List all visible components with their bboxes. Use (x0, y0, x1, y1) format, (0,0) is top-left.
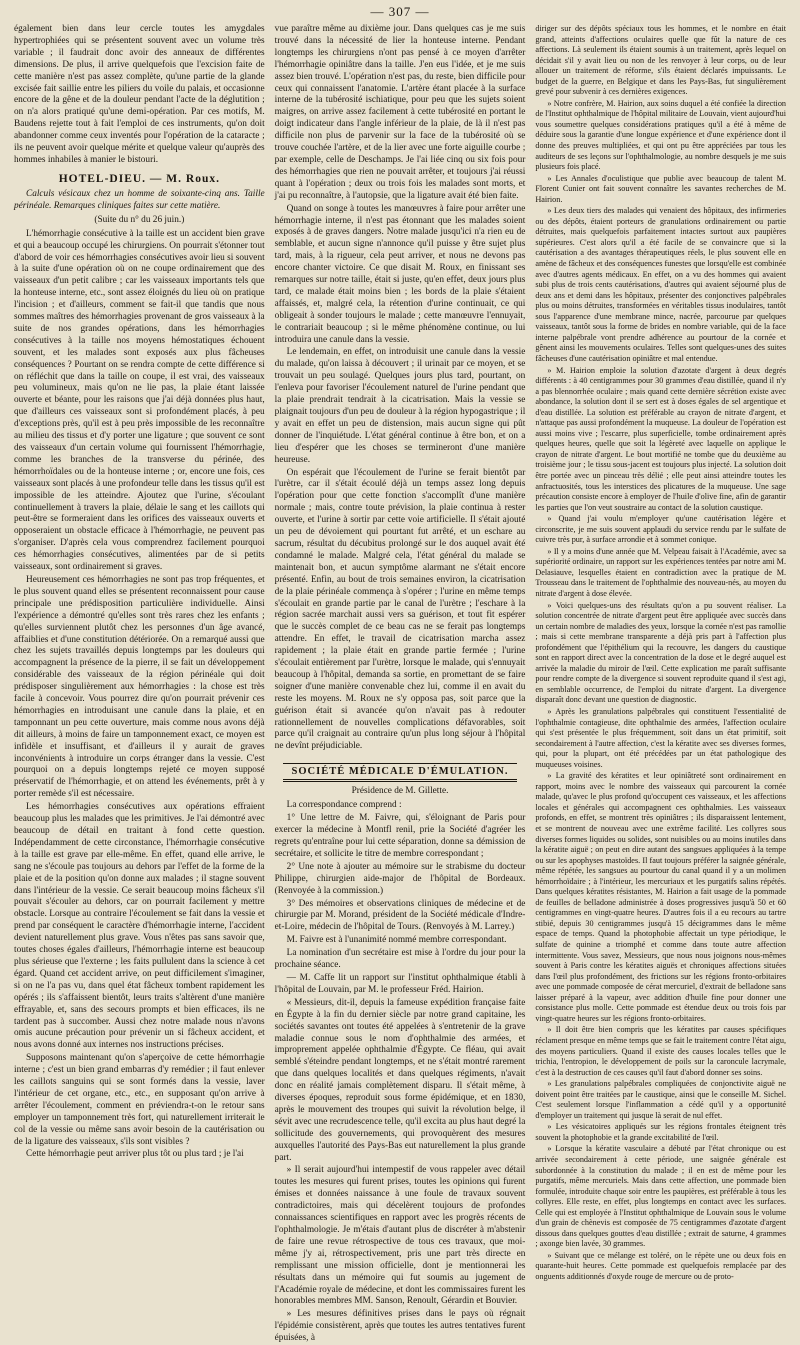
paragraph: 1° Une lettre de M. Faivre, qui, s'éloignant de Paris pour exercer la médecine à Montfl renil, prie la Société d'agréer les regrets qu'entraîne pour lui cette séparation, donne sa démission de secrétaire, et sollicite le titre de membre correspondant ; (274, 813, 526, 859)
paragraph: Quand on songe à toutes les manœuvres à faire pour arrêter une hémorrhagie interne, il n'est pas étonnant que les malades soient exposés à de graves dangers. Notre malade jusqu'ici n'a rien eu de semblable, et aucun signe n'annonce qu'il puisse y être sujet plus tard, mais, à la rigueur, cela peut arriver, et nous ne devons pas encore chanter victoire. Ce que disait M. Roux, en finissant ses remarques sur notre taille, était si juste, qu'en effet, deux jours plus tard, ce malade était moins bien ; les bords de la plaie s'étaient affaissés, et, malgré cela, la rétention d'urine continuait, ce qui obligeait à sonder toujours le malade ; cette manœuvre l'ennuyait, le contrariait beaucoup ; si le même phénomène continue, ou lui introduira une canule dans la vessie. (274, 203, 526, 345)
paragraph: » Après les granulations palpébrales qui constituent l'essentialité de l'ophthalmie contagieuse, dite ophthalmie des armées, l'affection oculaire qui s'est présentée le plus fréquemment, soit dans un état primitif, soit secondairement à l'autre affection, c'est la kératite avec ses diverses formes, qui, pour la plupart, ont été précédées par un état pathologique des muqueuses voisines. (535, 707, 787, 769)
column-left (14, 24, 265, 1166)
paragraph: L'hémorrhagie consécutive à la taille est un accident bien grave et qui a beaucoup occupé les chirurgiens. On pourrait s'étonner tout d'abord de voir ces hémorrhagies consécutives avoir lieu si souvent à la suite d'une opération où on ne coupe ordinairement que des vaisseaux d'un petit calibre ; car les vaisseaux importants tels que la honteuse interne, etc., sont assez éloignés du lieu où on pratique l'incision ; et d'ailleurs, comment se fait-il que tandis que nous sommes maîtres des hémorrhagies provenant de gros vaisseaux à la suite de nos grandes opérations, dans les hémorrhagies consécutives à la taille nos moyens hémostatiques échouent souvent, et les malades sont exposés aux plus fâcheuses conséquences ? Pourtant on se rendra compte de cette différence si on réfléchit que dans la taille on coupe, il est vrai, des vaisseaux peu volumineux, mais qu'on ne lie pas, la plaie étant laissée ouverte et béante, pour les raisons que j'ai déjà données plus haut, que d'ailleurs ces vaisseaux sont si profondément placés, à peu d'exceptions près, qu'il est à peu près impossible de les reconnaître au milieu des tissus et d'y porter une ligature ; que souvent ce sont des vaisseaux d'un certain volume qui fournissent l'hémorrhagie, comme les branches de la transverse du périnée, des hémorrhoïdales ou de la honteuse interne ; or, encore une fois, ces vaisseaux sont placés à une profondeur telle dans les tissus qu'il est impossible de les atteindre. Ajoutez que l'urine, s'écoulant continuellement à travers la plaie, délaie le sang et les caillots qui peut-être se formeraient dans les orifices des vaisseaux ouverts et opposeraient un obstacle efficace à l'hémorrhagie, ne peuvent pas s'organiser. D'après cela vous comprendrez facilement pourquoi ces hémorrhagies consécutives, alimentées par de si petits vaisseaux, sont ordinairement si graves. (14, 228, 265, 573)
paragraph: On espérait que l'écoulement de l'urine se ferait bientôt par l'urètre, car il s'était écoulé déjà un temps assez long depuis l'opération pour que cette fonction s'accomplît d'une manière normale ; mais, contre toute prévision, la plaie continua à rester ouverte, et l'urine à sortir par cette voie artificielle. Il s'était ajouté un peu de dévoiement qui pourtant fut arrêté, et un eschare au sacrum, résultat du décubitus prolongé sur le dos auquel avait été condamné le malade. Malgré cela, l'état général du malade se maintenait bon, et aucun symptôme alarmant ne s'était encore présenté. Enfin, au bout de trois semaines environ, la cicatrisation de la plaie périnéale commença à s'opérer ; l'urine en même temps s'écoulait en grande partie par le canal de l'urètre ; l'eschare à la région sacrée marchait aussi vers sa guérison, et tout fit espérer que le succès complet de ce beau cas ne se ferait pas longtemps attendre. En effet, le travail de cicatrisation marcha assez rapidement ; la plaie était en grande partie fermée ; l'urine s'écoulait entièrement par l'urètre, lorsque le malade, qui s'ennuyait beaucoup à l'hôpital, demanda sa sortie, en promettant de se faire soigner d'une manière convenable chez lui, comme il en avait du reste les moyens. M. Roux ne s'y opposa pas, soit parce que la guérison était si avancée qu'on n'avait pas à redouter rationnellement de nouvelles complications défavorables, soit parce qu'il craignait au contraire qu'un plus long séjour à l'hôpital ne devînt préjudiciable. (274, 467, 526, 752)
paragraph: 2° Une note à ajouter au mémoire sur le strabisme du docteur Philippe, chirurgien aide-major de l'hôpital de Bordeaux. (Renvoyée à la commission.) (274, 861, 526, 896)
paragraph: M. Faivre est à l'unanimité nommé membre correspondant. (286, 935, 507, 946)
paragraph: également bien dans leur cercle toutes les amygdales hypertrophiées qui se présentent souvent avec un volume très variable ; il faudrait donc avoir des anneaux de différentes dimensions. De plus, il arrive quelquefois que l'excision faite de cette manière n'est pas assez complète, qu'une partie de la glande excisée fait saillie entre les piliers du voile du palais, et occasionne encore de la gêne et de la douleur pendant l'acte de la déglutition ; on n'a alors pratiqué qu'une demi-opération. Par ces motifs, M. Baudens rejette tout à fait l'emploi de ces instruments, qu'on doit abandonner comme ceux inventés pour l'opération de la cataracte ; ils ne peuvent avoir quelque mérite et quelque valeur qu'auprès des hommes inhabiles à manier le bistouri. (14, 24, 265, 165)
paragraph: » Les deux tiers des malades qui venaient des hôpitaux, des infirmeries ou des dépôts, étaient porteurs de granulations ordinairement ou partie détruites, mais quelquefois parfaitement intactes surtout aux paupières supérieures. C'est alors qu'il a été facile de se convaincre que si la cautérisation a des avantages thérapeutiques réels, le plus souvent elle en amène de fâcheux et des conséquences funestes que lorsqu'elle est combinée avec d'autres agents médicaux. En effet, on a vu des hommes qui avaient subi plus de trois cents cautérisations, d'autres qui avaient séjourné plus de deux ans et demi dans les hôpitaux, présenter des conjonctives palpébrales plus ou moins détruites, transformées en véritables tissus inodulaires, tantôt sous l'apparence d'une membrane mince, nacrée, parcourue par quelques vaisseaux, tantôt sous la forme de brides en nombre variable, qui de la face interne palpébrale vont prendre adhérence au pourtour de la cornée et gênent ainsi les mouvements oculaires. Telles sont quelques-unes des suites fâcheuses d'une cautérisation opiniâtre et mal entendue. (535, 206, 787, 363)
paragraph: » Les granulations palpébrales compliquées de conjonctivite aiguë ne doivent point être traitées par le caustique, ainsi que le conseille M. Sichel. C'est seulement lorsque l'inflammation a cédé qu'il y a opportunité d'employer un traitement qui jusque là serait de nul effet. (535, 1079, 787, 1120)
section-heading-hotel-dieu: HOTEL-DIEU. — M. Roux. (58, 172, 220, 185)
paragraph: » Quand j'ai voulu m'employer qu'une cautérisation légère et circonscrite, je me suis souvent applaudi du service rendu par le sulfate de cuivre très pur, à surface arrondie et à sommet conique. (535, 514, 787, 545)
section-heading-societe: SOCIÉTÉ MÉDICALE D'ÉMULATION. (283, 763, 518, 782)
paragraph: vue paraître même au dixième jour. Dans quelques cas je me suis trouvé dans la nécessité de lier la honteuse interne. Pendant longtemps les chirurgiens n'ont pas pensé à ce moyen d'arrêter l'hémorrhagie opiniâtre dans la taille. J'en eus l'idée, et je me suis assez bien trouvé. L'opération n'est pas, du reste, bien difficile pour ceux qui connaissent l'anatomie. L'artère étant placée à la surface interne de la tubérosité ischiatique, pour peu que les sujets soient maigres, on arrive assez facilement à cette tubérosité en portant le doigt indicateur dans l'angle inférieur de la plaie, de là il n'est pas difficile non plus de parvenir sur la face de la tubérosité où se trouve couchée l'artère, et de la lier avec une forte aiguille courbe ; par exemple, celle de Deschamps. Je l'ai liée cinq ou six fois pour des hémorrhagies que rien ne pouvait arrêter, et toujours j'ai réussi quant à l'opération ; deux ou trois fois les malades sont morts, et j'ai pu reconnaître, à l'autopsie, que la ligature avait été bien faite. (274, 24, 526, 201)
page-number: — 307 — (370, 4, 430, 19)
paragraph: » Suivant que ce mélange est toléré, on le répète une ou deux fois en quarante-huit heures. Cette pommade est quelquefois remplacée par des onguents additionnés d'oxyde rouge de mercure ou de proto- (535, 1250, 787, 1281)
paragraph: La correspondance comprend : (286, 800, 402, 811)
paragraph: diriger sur des dépôts spéciaux tous les hommes, et le nombre en était grand, atteints d'affections oculaires quelle que fût la nature de ces affections. Là seulement ils étaient soumis à un traitement, après lequel on décidait s'il y avait lieu ou non de les renvoyer à leur corps, ou de leur allouer un traitement de réforme, s'ils étaient déclarés impuissants. Le budget de la guerre, en Belgique et dans les Pays-Bas, fut singulièrement grevé pour subvenir à ces dernières exigences. (535, 24, 787, 97)
paragraph: » Notre confrère, M. Hairion, aux soins duquel a été confiée la direction de l'Institut ophthalmique de l'hôpital militaire de Louvain, vient aujourd'hui vous soumettre quelques considérations pratiques qu'il a été à même de déduire sous la garantie d'une longue expérience et d'une expérience dont il donne des preuves multipliées, et qui ont pu être appréciées par tous les auditeurs de ses leçons sur l'ophthalmologie, au nombre desquels je me suis plusieurs fois placé. (535, 98, 787, 172)
paragraph: — M. Caffe lit un rapport sur l'institut ophthalmique établi à l'hôpital de Louvain, par M. le professeur Fréd. Hairion. (274, 972, 526, 995)
paragraph: » Lorsque la kératite vasculaire a débuté par l'état chronique ou est arrivée secondairement à cette période, une saignée générale est subordonnée à la constitution du malade ; il en est de même pour les purgatifs, même mercuriels. Mais dans cette affection, une pommade bien formulée, introduite chaque soir entre les paupières, est préférable à tous les collyres. Elle reste, en effet, plus longtemps en contact avec les surfaces. Celle qui est employée à l'Institut ophthalmique de Louvain sous le volume d'un grain de chènevis est composée de 75 centigrammes d'azotate d'argent dissous dans quelques gouttes d'eau distillée ; extrait de saturne, 4 grammes ; axonge bien lavée, 30 grammes. (535, 1144, 787, 1249)
column-middle (274, 24, 526, 1344)
paragraph: Supposons maintenant qu'on s'aperçoive de cette hémorrhagie interne ; c'est un bien grand embarras d'y remédier ; il faut enlever les caillots sanguins qui se sont formés dans la vessie, laver l'intérieur de cet organe, etc., etc., en supposant qu'on arrive à arrêter l'écoulement, comment en préviendra-t-on le retour sans employer un tamponnement très fort, qui naturellement irriterait le col de la vessie ou même sans avoir besoin de la cautérisation ou de la ligature des vaisseaux, s'ils sont visibles ? (14, 1053, 265, 1147)
paragraph: » M. Hairion emploie la solution d'azotate d'argent à deux degrés différents : à 40 centigrammes pour 30 grammes d'eau distillée, quand il n'y a pas blennorrhée oculaire ; mais quand cette dernière sécrétion existe avec abondance, la solution dont il se sert est à doses égales de sel argentique et d'eau distillée. La solution est préférable au crayon de nitrate d'argent, et n'attaque pas aussi profondément la muqueuse. La douleur de l'opération est aussi moins vive ; l'escarre, plus superficielle, tombe ordinairement après quelques heures, quelle que soit la légèreté avec laquelle on applique le crayon de nitrate d'argent. Le bout mortifié ne tombe que du deuxième au troisième jour ; le tissu sous-jacent est toujours plus injecté. La solution doit être portée avec un pinceau très délié ; elle peut ainsi atteindre toutes les anfractuosités, tous les interstices des plicatures de la muqueuse. Une sage précaution consiste encore à employer de l'huile d'olive fine, afin de garantir les parties que l'on veut soustraire au contact de la solution caustique. (535, 365, 787, 512)
paragraph: » La gravité des kératites et leur opiniâtreté sont ordinairement en rapport, moins avec le nombre des vaisseaux qui parcourent la cornée malade, qu'avec le plus profond qu'occupent ces vaisseaux, et les affections locales et générales qui accompagnent ces ophthalmies. Les vaisseaux profonds, en effet, se montrent très opiniâtres ; ils disparaissent lentement, et se montrent de nouveau avec une extrême facilité. Les collyres sous diverses formes liquides ou solides, sont nuisibles ou au moins inutiles dans la kératite aiguë ; on peut en dire autant des sangsues appliquées à la tempe ou sur les apophyses mastoïdes. Il faut toujours préférer la saignée générale, même répétée, les sangsues au pourtour du canal quand il y a un molimen hémorrhoïdaire ; à l'intérieur, les mercuriaux et les purgatifs salins répétés. Dans quelques kératites résistantes, M. Hairion a fait usage de la pommade de feuilles de belladone administrée à doses progressives jusqu'à 50 et 60 centigrammes en vingt-quatre heures. D'autres fois il a eu recours au tartre stibié, depuis 30 centigrammes jusqu'à 15 décigrammes dans le même espace de temps. Quand la photophobie affectait un type périodique, le sulfate de quinine a triomphé et comme dans toute autre affection intermittente. Vous savez, Messieurs, que nous nous joignons nous-mêmes souvent à Paris contre les kératites aiguës et chroniques affections situées dans l'œil plus profondément, des frictions sur les régions fronto-orbitaires avec une pommade composée de cérat mercuriel, d'extrait de belladone sans laisser préparé à la vapeur, avec addition d'huile fine pour donner une consistance plus molle. Cette pommade est étendue deux ou trois fois par vingt-quatre heures sur les régions fronto-orbitaires. (535, 771, 787, 1023)
paragraph: Le lendemain, en effet, on introduisit une canule dans la vessie du malade, qu'on laissa à découvert ; il urinait par ce moyen, et se trouvait un peu soulagé. Quelques jours plus tard, pourtant, on l'enleva pour favoriser l'écoulement naturel de l'urine pendant que la plaie prendrait tendrait à la cicatrisation. Mais la vessie se plaignait toujours d'un peu de douleur à la région hypogastrique ; il y avait en effet un peu de distension, mais aucun signe qui pût donner de l'inquiétude. L'état général continue à être bon, et on a lieu d'espérer que les choses se termineront d'une manière heureuse. (274, 347, 526, 465)
paragraph: » Voici quelques-uns des résultats qu'on a pu souvent réaliser. La solution concentrée de nitrate d'argent peut être appliquée avec succès dans un certain nombre de maladies des yeux, lorsque la cornée n'est pas ramollie ; mais si cette membrane transparente a déjà pris part à l'affection plus profondément que l'épithélium qui la recouvre, les dangers du caustique sont en rapport direct avec la concentration de la dose et le degré auquel est arrivée la maladie du miroir de l'œil. Cette explication me paraît suffisante pour rendre compte de la divergence si souvent reproduite quand il s'est agi, en semblable occurrence, de l'emploi du nitrate d'argent. La divergence disparaît donc devant une question de diagnostic. (535, 600, 787, 705)
presidency-line: Présidence de M. Gillette. (351, 786, 449, 797)
continuation-note: (Suite du n° du 26 juin.) (94, 214, 185, 225)
paragraph: » Les Annales d'oculistique que publie avec beaucoup de talent M. Florent Cunier ont fait souvent connaître les savantes recherches de M. Hairion. (535, 173, 787, 204)
column-right (535, 24, 787, 1281)
columns (14, 24, 787, 1344)
paragraph: 3° Des mémoires et observations cliniques de médecine et de chirurgie par M. Morand, président de la Société médicale d'Indre-et-Loire, médecin de l'hôpital de Tours. (Renvoyés à M. Larrey.) (274, 898, 526, 933)
paragraph: La nomination d'un secrétaire est mise à l'ordre du jour pour la prochaine séance. (274, 948, 526, 971)
paragraph: » Les vésicatoires appliqués sur les régions frontales éteignent très souvent la photophobie et la grande excitabilité de l'œil. (535, 1122, 787, 1142)
paragraph: » Il doit être bien compris que les kératites par causes spécifiques réclament presque en même temps que se fait le traitement contre l'état aigu, des moyens particuliers. Quand il existe des causes locales telles que le trichia, l'entropion, le développement de poils sur la caroncule lacrymale, c'est à la destruction de ces causes qu'il faut d'abord donner ses soins. (535, 1025, 787, 1077)
case-intro: Calculs vésicaux chez un homme de soixante-cinq ans. Taille périnéale. Remarques cliniques faites sur cette matière. (14, 188, 265, 211)
paragraph: Heureusement ces hémorrhagies ne sont pas trop fréquentes, et le plus souvent quand elles se présentent reconnaissent pour cause principale une prédisposition particulière individuelle. Ainsi l'expérience a démontré qu'elles sont très rares chez les enfants ; qu'elles surviennent plutôt chez les personnes d'un âge avancé, affaiblies et d'une constitution détériorée. On a remarqué aussi que chez les sujets travaillés depuis longtemps par les douleurs qui accompagnent la présence de la pierre, il se fait un développement considérable des vaisseaux de la région périnéale qui doit prédisposer singulièrement aux hémorrhagies : la chose est très facile à concevoir. Vous pourrez dire qu'on pourrait prévenir ces hémorrhagies en introduisant une canule dans la plaie, et en tamponnant un peu cette ouverture, mais comme nous avons déjà dit ailleurs, à moins de faire un tamponnement exact, ce moyen est infidèle et insuffisant, et d'ailleurs il y aurait de graves inconvénients à introduire un corps étranger dans la vessie. C'est pourquoi on a depuis longtemps rejeté ce moyen supposé préservatif de l'hémorrhagie, et on attend les événements, prêt à y porter remède s'il est nécessaire. (14, 574, 265, 800)
paragraph: Les hémorrhagies consécutives aux opérations effraient beaucoup plus les malades que les primitives. Je l'ai démontré avec beaucoup de détail en traitant à fond cette question. Indépendamment de cette circonstance, l'hémorrhagie consécutive à la taille est grave par elle-même. En effet, quand elle arrive, le sang ne s'écoule pas toujours au dehors par l'effet de la forme de la plaie et de la position qu'on donne aux malades ; il stagne souvent dans l'intérieur de la vessie. Ce serait beaucoup moins fâcheux s'il pouvait s'écouler au dehors, car on pourrait facilement y mettre obstacle. Lorsque au contraire l'écoulement se fait dans la vessie et prend par conséquent le caractère d'hémorrhagie interne, l'accident devient naturellement plus grave. Vous n'êtes pas sans savoir que, toutes choses égales d'ailleurs, l'hémorrhagie interne est beaucoup plus sérieuse que l'externe ; les faits pullulent dans la science à cet égard. Quand cet accident arrive, on peut difficilement s'imaginer, si on ne l'a pas vu, dans quel état fâcheux tombent rapidement les opérés ; ils s'affaissent bientôt, leurs traits s'altèrent d'une manière effrayable, et, sans des secours prompts et bien efficaces, ils ne tardent pas à succomber. Aussi chez notre malade nous n'avons omis aucune précaution pour prévenir un si fâcheux accident, et nous avons donné aux internes nos instructions précises. (14, 802, 265, 1051)
paragraph: « Messieurs, dit-il, depuis la fameuse expédition française faite en Égypte à la fin du dernier siècle par notre grand capitaine, les sociétés savantes ont toutes été appelées à s'entretenir de la grave maladie connue sous le nom d'ophthalmie des armées, et improprement appelée ophthalmie d'Égypte. Ce fléau, qui avait semblé s'éteindre pendant longtemps, et ne s'était montré rarement que dans quelques localités et dans quelques régiments, n'avait donc en réalité jamais complètement disparu. Il s'était même, à diverses époques, reproduit sous forme épidémique, et en 1830, après le mouvement des troupes qui suivit la révolution belge, il sévit avec une recrudescence telle, qu'il excita au plus haut degré la sollicitude des gouvernements, qui provoquèrent des mesures auxquelles l'autorité des Pays-Bas eut naturellement la plus grande part. (274, 997, 526, 1163)
paragraph: » Il y a moins d'une année que M. Velpeau faisait à l'Académie, avec sa supériorité ordinaire, un rapport sur les expériences tentées par notre ami M. Delasiauve, lesquelles étaient en contradiction avec la pratique de M. Trousseau dans le traitement de l'ophthalmie des nouveau-nés, au moyen du nitrate d'argent à dose élevée. (535, 546, 787, 598)
paragraph: Cette hémorrhagie peut arriver plus tôt ou plus tard ; je l'ai (26, 1149, 244, 1160)
paragraph: » Il serait aujourd'hui intempestif de vous rappeler avec détail toutes les mesures qui furent prises, toutes les opinions qui furent émises et données naissance à une foule de travaux souvent contradictoires, mais qui décelèrent toujours de profondes connaissances scientifiques en rapport avec les progrès récents de l'ophthalmologie. Je m'étais d'autant plus de discréter à m'abstenir de faire une revue rétrospective de tous ces travaux, que moi-même j'y ai, rétrospectivement, pris une part très directe en remplissant une mission officielle, dont je mentionnerai les résultats dans un mémoire qui fut soumis au jugement de l'Académie royale de médecine, et dont les commissaires furent les honorables membres MM. Sanson, Renoult, Gérardin et Bouvier. (274, 1165, 526, 1307)
paragraph: » Les mesures définitives prises dans le pays où régnait l'épidémie consistèrent, après que toutes les autres tentatives furent épuisées, à (274, 1309, 526, 1344)
